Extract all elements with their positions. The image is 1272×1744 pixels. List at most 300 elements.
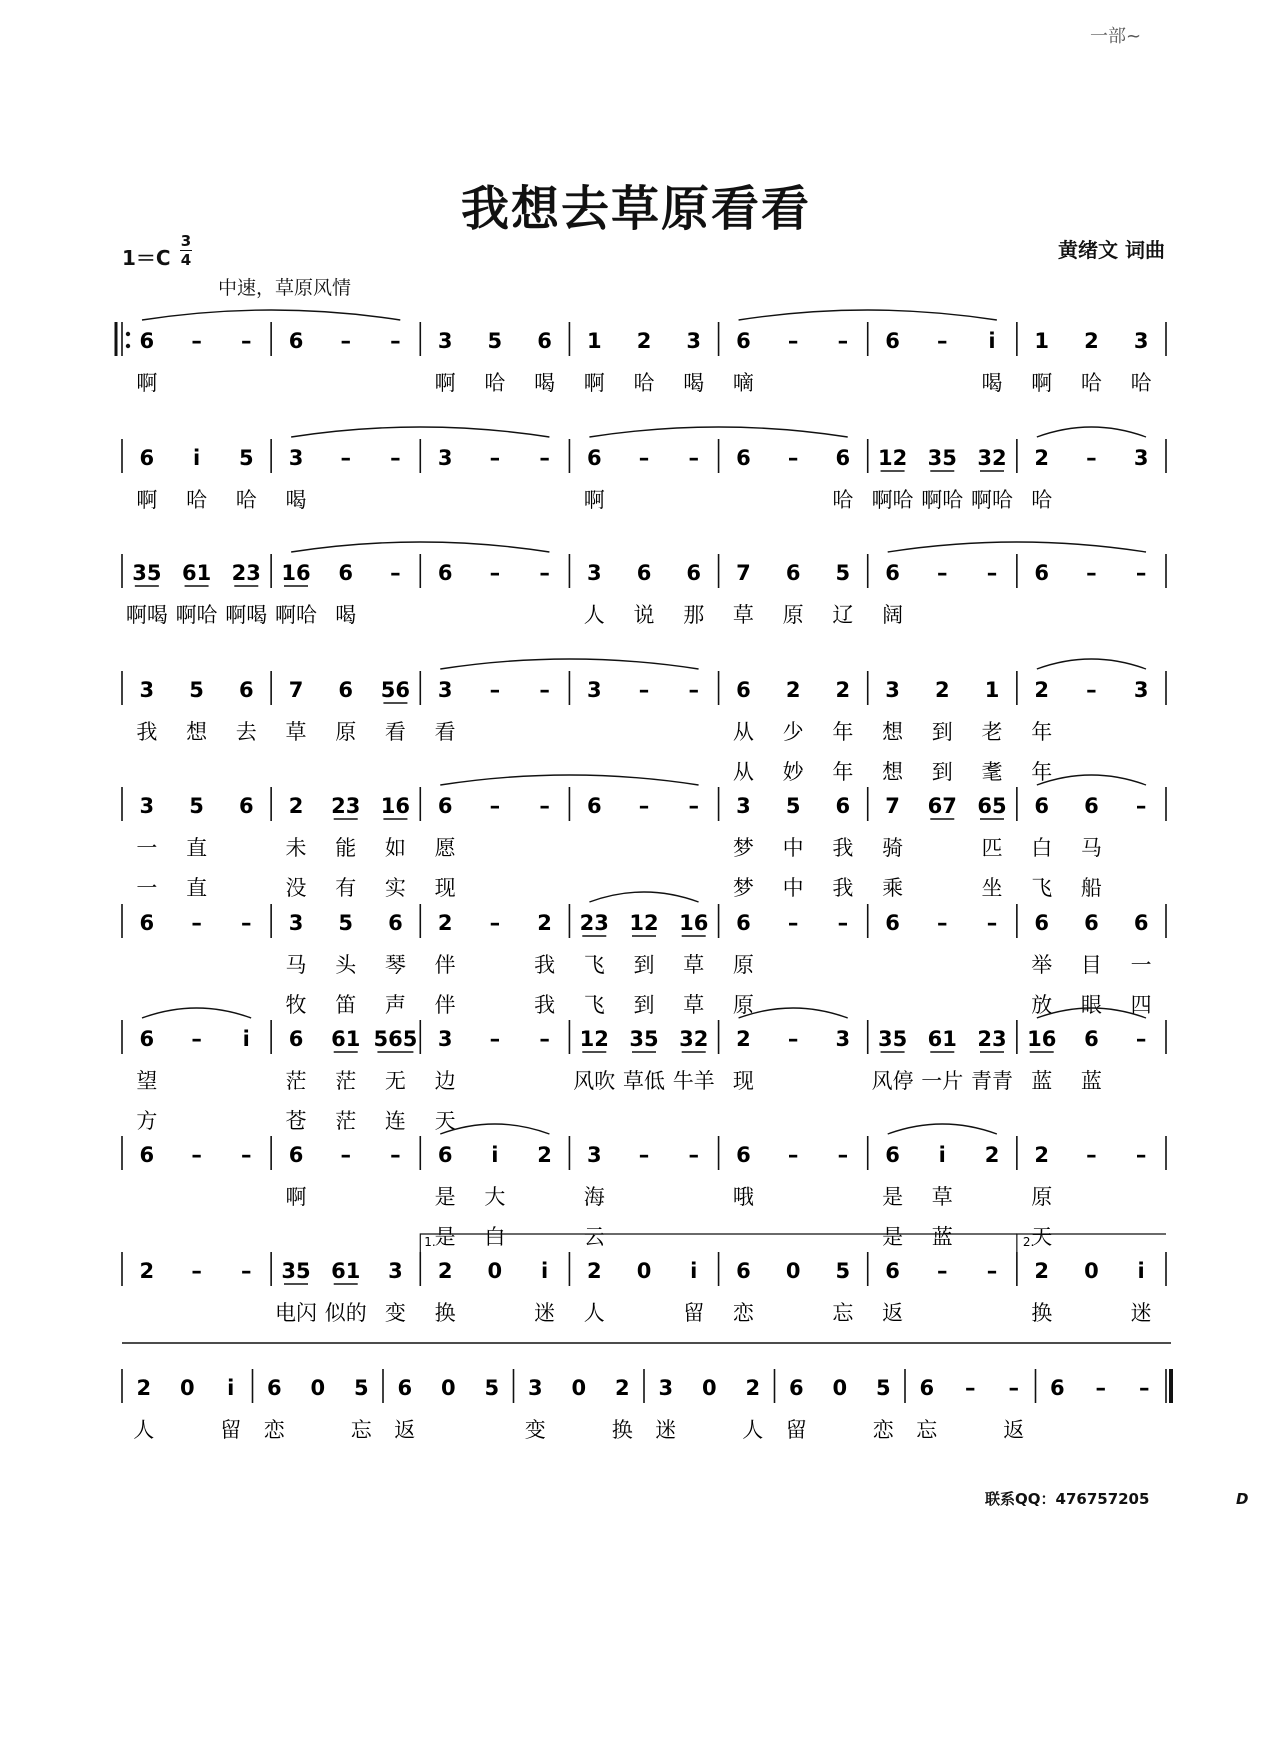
- note: 2: [1034, 1143, 1050, 1167]
- note: –: [688, 1143, 699, 1167]
- slur: [888, 1124, 997, 1134]
- lyric-verse2: 飞: [583, 993, 605, 1017]
- note: 2: [785, 678, 801, 702]
- slur: [888, 542, 1146, 552]
- note: 6: [139, 446, 155, 470]
- note: 6: [139, 329, 155, 353]
- note: –: [937, 911, 948, 935]
- lyric-verse2: 茫: [335, 1109, 357, 1133]
- lyric-verse2: 四: [1130, 993, 1152, 1017]
- lyric: 人: [742, 1418, 764, 1442]
- note: 6: [1084, 911, 1099, 935]
- note: 2: [1034, 678, 1050, 702]
- lyric-verse2: 草: [683, 993, 705, 1017]
- note: 3: [388, 1259, 403, 1283]
- note: 6: [266, 1376, 282, 1400]
- note: 3: [885, 678, 900, 702]
- note: 5: [875, 1376, 891, 1400]
- note: –: [1086, 446, 1097, 470]
- note: 35: [877, 1027, 908, 1051]
- note: 0: [785, 1259, 801, 1283]
- lyric: 茫: [335, 1069, 357, 1093]
- note: 16: [380, 794, 411, 818]
- note: –: [937, 1259, 948, 1283]
- lyric: 啊哈: [275, 603, 317, 627]
- lyric: 原: [335, 720, 357, 744]
- lyric: 骑: [882, 836, 904, 860]
- lyric-verse2: 乘: [882, 876, 904, 900]
- lyric: 啊: [285, 1185, 307, 1209]
- lyric: 人: [133, 1418, 155, 1442]
- note: –: [1008, 1376, 1019, 1400]
- lyric: 匹: [981, 836, 1003, 860]
- note: 32: [977, 446, 1007, 470]
- note: 0: [636, 1259, 652, 1283]
- note: –: [688, 446, 699, 470]
- note: 2: [614, 1376, 630, 1400]
- note: –: [390, 329, 401, 353]
- lyric: 我: [534, 953, 556, 977]
- note: –: [241, 1143, 252, 1167]
- note: 16: [281, 561, 311, 585]
- note: 61: [927, 1027, 957, 1051]
- lyric: 哈: [832, 488, 854, 512]
- lyric: 啊: [583, 488, 605, 512]
- lyric: 未: [285, 836, 307, 860]
- note: –: [241, 1259, 252, 1283]
- volta-label-1: 1.: [424, 1235, 436, 1249]
- note: 6: [835, 446, 851, 470]
- lyric: 白: [1031, 836, 1053, 860]
- lyric: 伴: [434, 953, 456, 977]
- note: 6: [338, 561, 354, 585]
- note: 6: [885, 911, 900, 935]
- lyric-verse2: 牧: [285, 993, 307, 1017]
- note: 1: [984, 678, 1000, 702]
- lyric: 目: [1080, 953, 1102, 977]
- note: 3: [139, 794, 155, 818]
- lyric-verse2: 是: [882, 1225, 904, 1249]
- lyric: 喝: [683, 371, 705, 395]
- lyric: 电闪: [275, 1301, 317, 1325]
- note: 0: [701, 1376, 717, 1400]
- lyric: 迷: [1130, 1301, 1152, 1325]
- note: 6: [1133, 911, 1149, 935]
- lyric: 返: [394, 1418, 416, 1442]
- slur: [589, 427, 847, 437]
- note: i: [1137, 1259, 1145, 1283]
- lyric: 现: [732, 1069, 754, 1093]
- note: 3: [835, 1027, 851, 1051]
- note: –: [638, 794, 650, 818]
- note: 7: [288, 678, 304, 702]
- note: 2: [745, 1376, 761, 1400]
- lyric: 边: [434, 1069, 456, 1093]
- lyric: 青青: [971, 1069, 1013, 1093]
- lyric: 辽: [832, 603, 854, 627]
- note: –: [539, 561, 550, 585]
- lyric: 哈: [1130, 371, 1152, 395]
- note: 6: [537, 329, 552, 353]
- slur: [142, 1008, 251, 1018]
- note: –: [489, 678, 501, 702]
- note: –: [489, 561, 501, 585]
- note: 3: [437, 1027, 453, 1051]
- note: –: [787, 446, 799, 470]
- slur: [291, 542, 549, 552]
- note: 35: [629, 1027, 659, 1051]
- lyric-verse2: 眼: [1080, 993, 1102, 1017]
- lyric-verse2: 妙: [782, 760, 804, 784]
- lyric: 喝: [335, 603, 357, 627]
- note: i: [690, 1259, 698, 1283]
- note: –: [489, 446, 501, 470]
- lyric-verse2: 没: [285, 876, 307, 900]
- note: 3: [586, 561, 602, 585]
- lyric: 牛羊: [672, 1069, 715, 1093]
- note: 23: [579, 911, 609, 935]
- lyric: 留: [785, 1418, 807, 1442]
- lyric: 返: [1003, 1418, 1025, 1442]
- volta-label-2: 2.: [1022, 1235, 1035, 1249]
- meter-top: 3: [180, 232, 192, 250]
- lyric: 海: [583, 1185, 605, 1209]
- volta-bracket-1: [420, 1234, 1017, 1252]
- lyric: 恋: [263, 1418, 285, 1442]
- lyric: 年: [832, 720, 854, 744]
- lyric: 看: [434, 720, 456, 744]
- note: 3: [437, 329, 453, 353]
- note: 3: [437, 678, 453, 702]
- lyric-verse2: 一: [136, 876, 158, 900]
- key-signature: 1＝C: [122, 246, 171, 270]
- note: 35: [927, 446, 957, 470]
- note: –: [489, 794, 501, 818]
- note: 2: [136, 1376, 152, 1400]
- lyric: 琴: [384, 953, 406, 977]
- lyric: 变: [524, 1418, 546, 1442]
- lyric: 啊: [583, 371, 605, 395]
- lyric: 风停: [871, 1069, 914, 1093]
- lyric: 一: [1130, 953, 1152, 977]
- slur: [1037, 427, 1146, 437]
- note: –: [241, 911, 252, 935]
- note: 16: [679, 911, 709, 935]
- note: 3: [586, 1143, 602, 1167]
- note: –: [837, 911, 849, 935]
- note: 2: [586, 1259, 602, 1283]
- note: 2: [437, 1259, 453, 1283]
- note: –: [787, 1027, 799, 1051]
- note: 3: [1133, 446, 1149, 470]
- lyric: 草: [732, 603, 754, 627]
- note: –: [986, 911, 998, 935]
- note: 6: [885, 1143, 900, 1167]
- lyric: 那: [683, 603, 705, 627]
- lyric: 草低: [623, 1069, 665, 1093]
- lyric-verse2: 伴: [434, 993, 456, 1017]
- note: –: [191, 1027, 202, 1051]
- lyric: 原: [732, 953, 754, 977]
- note: 6: [437, 561, 453, 585]
- lyric: 愿: [434, 836, 456, 860]
- lyric: 迷: [655, 1418, 677, 1442]
- lyric: 想: [186, 720, 208, 744]
- note: 6: [636, 561, 652, 585]
- lyric: 原: [1031, 1185, 1053, 1209]
- note: –: [688, 794, 699, 818]
- page-letter: D: [1236, 1490, 1249, 1508]
- lyric-verse2: 我: [534, 993, 556, 1017]
- note: 3: [288, 911, 304, 935]
- lyric: 头: [335, 953, 357, 977]
- note: 6: [736, 329, 751, 353]
- lyric-verse2: 坐: [981, 876, 1003, 900]
- note: 61: [331, 1027, 361, 1051]
- note: –: [937, 329, 948, 353]
- note: 2: [288, 794, 304, 818]
- note: 6: [686, 561, 702, 585]
- note: 61: [331, 1259, 361, 1283]
- lyric: 恋: [732, 1301, 754, 1325]
- lyric: 留: [683, 1301, 705, 1325]
- note: 6: [736, 678, 751, 702]
- lyric-verse2: 实: [384, 876, 406, 900]
- note: –: [1135, 1027, 1147, 1051]
- lyric-verse2: 年: [832, 760, 854, 784]
- lyric: 能: [335, 836, 357, 860]
- note: 2: [537, 1143, 552, 1167]
- note: 5: [484, 1376, 500, 1400]
- lyric-verse2: 我: [832, 876, 854, 900]
- note: –: [539, 678, 550, 702]
- lyric: 到: [931, 720, 953, 744]
- note: 6: [288, 1143, 304, 1167]
- note: –: [1135, 1143, 1147, 1167]
- lyric: 草: [285, 720, 307, 744]
- note: –: [390, 1143, 401, 1167]
- lyric: 如: [384, 836, 406, 860]
- note: 2: [934, 678, 950, 702]
- note: –: [191, 911, 202, 935]
- song-title: 我想去草原看看: [460, 181, 811, 237]
- lyric: 恋: [872, 1418, 894, 1442]
- note: 5: [238, 446, 254, 470]
- note: –: [638, 446, 650, 470]
- note: 1: [586, 329, 602, 353]
- lyric: 老: [981, 720, 1003, 744]
- note: –: [1135, 561, 1147, 585]
- lyric: 哈: [484, 371, 506, 395]
- note: 35: [132, 561, 162, 585]
- lyric: 哈: [186, 488, 208, 512]
- lyric: 想: [882, 720, 904, 744]
- note: 12: [579, 1027, 609, 1051]
- note: 2: [1034, 1259, 1050, 1283]
- lyric: 阔: [882, 603, 904, 627]
- lyric: 变: [384, 1301, 406, 1325]
- lyric: 人: [583, 603, 605, 627]
- note: 6: [1049, 1376, 1065, 1400]
- lyric: 哦: [732, 1185, 754, 1209]
- note: 565: [373, 1027, 418, 1051]
- note: 12: [877, 446, 908, 470]
- note: 6: [1034, 561, 1050, 585]
- note: –: [539, 446, 550, 470]
- note: i: [242, 1027, 250, 1051]
- lyric: 去: [235, 720, 257, 744]
- lyric: 喝: [981, 371, 1003, 395]
- lyric: 少: [782, 720, 804, 744]
- lyric: 大: [484, 1185, 506, 1209]
- note: 3: [686, 329, 702, 353]
- note: 6: [238, 794, 254, 818]
- note: 2: [1084, 329, 1099, 353]
- note: i: [938, 1143, 946, 1167]
- lyric: 哈: [633, 371, 655, 395]
- note: 35: [281, 1259, 311, 1283]
- lyric-verse2: 蓝: [931, 1225, 953, 1249]
- note: 67: [927, 794, 957, 818]
- lyric-verse2: 耄: [981, 760, 1003, 784]
- note: –: [638, 1143, 650, 1167]
- note: 2: [1034, 446, 1050, 470]
- lyric: 哈: [1080, 371, 1102, 395]
- lyric-verse2: 方: [136, 1109, 158, 1133]
- lyric: 梦: [732, 836, 754, 860]
- note: 6: [736, 446, 751, 470]
- note: –: [1086, 561, 1097, 585]
- slur: [1037, 775, 1146, 785]
- lyric: 忘: [916, 1418, 938, 1442]
- lyric: 草: [931, 1185, 953, 1209]
- note: 5: [353, 1376, 369, 1400]
- slur: [440, 659, 698, 669]
- lyric: 啊哈: [175, 603, 218, 627]
- lyric: 喝: [534, 371, 556, 395]
- lyric: 换: [611, 1418, 633, 1442]
- note: 2: [636, 329, 652, 353]
- lyric: 一: [136, 836, 158, 860]
- note: 2: [984, 1143, 1000, 1167]
- note: –: [1086, 678, 1097, 702]
- note: –: [191, 1143, 202, 1167]
- lyric: 无: [384, 1069, 406, 1093]
- note: 6: [919, 1376, 935, 1400]
- note: 6: [1084, 1027, 1099, 1051]
- note: 6: [885, 1259, 900, 1283]
- lyric-verse2: 苍: [285, 1109, 307, 1133]
- lyric-verse2: 云: [583, 1225, 605, 1249]
- note: 3: [736, 794, 751, 818]
- lyric: 茫: [285, 1069, 307, 1093]
- note: 6: [736, 1259, 751, 1283]
- note: –: [787, 911, 799, 935]
- lyric: 马: [285, 953, 307, 977]
- note: –: [1095, 1376, 1106, 1400]
- note: 6: [388, 911, 403, 935]
- note: 6: [586, 794, 602, 818]
- note: 0: [179, 1376, 195, 1400]
- slur: [440, 775, 698, 785]
- note: 2: [537, 911, 552, 935]
- note: –: [489, 911, 501, 935]
- lyric: 换: [434, 1301, 456, 1325]
- lyric: 举: [1031, 953, 1053, 977]
- note: 2: [736, 1027, 751, 1051]
- lyric: 换: [1031, 1301, 1053, 1325]
- lyric: 啊喝: [225, 603, 268, 627]
- note: 16: [1027, 1027, 1057, 1051]
- note: i: [491, 1143, 499, 1167]
- note: i: [192, 446, 201, 470]
- note: 0: [571, 1376, 587, 1400]
- lyric: 迷: [534, 1301, 556, 1325]
- note: i: [227, 1376, 235, 1400]
- slur: [291, 427, 549, 437]
- lyric: 看: [384, 720, 406, 744]
- note: 2: [437, 911, 453, 935]
- note: 6: [139, 1027, 155, 1051]
- note: 6: [736, 911, 751, 935]
- note: 6: [1034, 794, 1050, 818]
- note: 6: [288, 1027, 304, 1051]
- note: 6: [338, 678, 354, 702]
- note: 6: [785, 561, 801, 585]
- slur: [1037, 659, 1146, 669]
- lyric: 从: [732, 720, 754, 744]
- note: 5: [785, 794, 801, 818]
- slur: [739, 310, 997, 320]
- note: 5: [835, 561, 851, 585]
- note: –: [965, 1376, 976, 1400]
- note: 2: [139, 1259, 155, 1283]
- note: –: [787, 329, 799, 353]
- note: 65: [977, 794, 1007, 818]
- lyric: 啊哈: [971, 488, 1013, 512]
- slur: [440, 1124, 549, 1134]
- lyric: 风吹: [573, 1069, 616, 1093]
- note: 6: [437, 1143, 453, 1167]
- note: 7: [885, 794, 900, 818]
- lyric: 忘: [350, 1418, 372, 1442]
- lyric: 啊喝: [125, 603, 168, 627]
- lyric: 啊: [434, 371, 456, 395]
- note: i: [988, 329, 996, 353]
- note: 6: [885, 561, 900, 585]
- lyric-verse2: 有: [335, 876, 357, 900]
- note: 3: [1133, 329, 1149, 353]
- contact-info: 联系QQ：476757205: [985, 1490, 1150, 1508]
- note: 7: [736, 561, 751, 585]
- note: –: [1135, 794, 1147, 818]
- lyric: 中: [782, 836, 804, 860]
- note: 5: [189, 678, 204, 702]
- note: –: [489, 1027, 501, 1051]
- note: –: [688, 678, 699, 702]
- note: –: [1139, 1376, 1150, 1400]
- lyric: 返: [882, 1301, 904, 1325]
- note: 5: [338, 911, 354, 935]
- note: 3: [139, 678, 155, 702]
- note: –: [986, 561, 998, 585]
- note: 6: [885, 329, 900, 353]
- note: –: [787, 1143, 799, 1167]
- note: 23: [231, 561, 261, 585]
- note: –: [638, 678, 650, 702]
- note: –: [539, 1027, 550, 1051]
- lyric: 是: [434, 1185, 456, 1209]
